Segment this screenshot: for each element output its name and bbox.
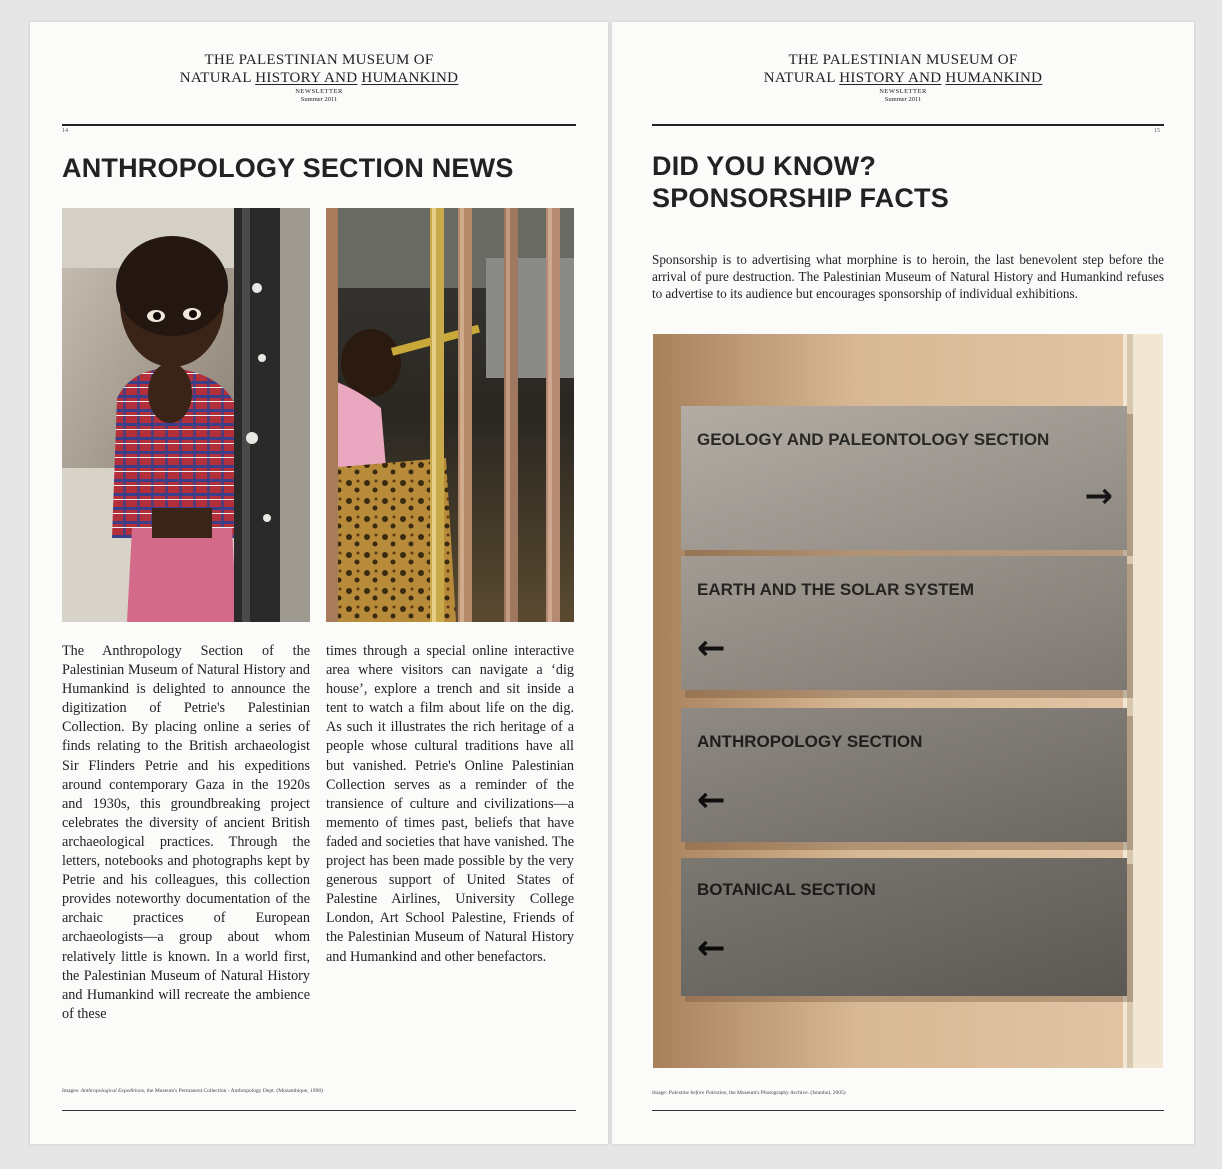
photo-museum-signs [653,334,1163,1068]
masthead-newsletter: NEWSLETTER [879,88,927,95]
photo-woman-behind-bars-image [326,208,574,622]
top-rule [62,124,576,126]
sign-botanical [681,858,1127,996]
arrow-right-icon: → [1084,476,1113,516]
masthead-newsletter: NEWSLETTER [295,88,343,95]
masthead [612,52,1194,104]
sign-geology [681,406,1127,550]
right-page [612,22,1194,1144]
page-title [652,150,949,214]
top-rule [652,124,1164,126]
photo-woman-behind-bars [326,208,574,622]
sign-earth-solar-system [681,556,1127,690]
masthead-line2: NATURAL HISTORY AND HUMANKIND [763,70,1043,86]
arrow-left-icon: ← [697,780,726,820]
sign-anthropology [681,708,1127,842]
article-column-1: The Anthropology Section of the Palestinian Museum of Natural History and Humankind is delighted to announce the digitization of Petrie's Palestinian Collection. By placing online a series of finds relating to the British archaeologist Sir Flinders Petrie and his expeditions around contemporary Gaza in the 1920s and 1930s, this groundbreaking project celebrates the diversity of ancient British archaeological practices. Through the letters, notebooks and photographs kept by Petrie and his colleagues, this collection provides noteworthy documentation of the archaic practices of European archaeologists—a group about whom relatively little is known. In a world first, the Palestinian Museum of Natural History and Humankind will recreate the ambience of these [62,643,310,1022]
sign-botanical-label: BOTANICAL SECTION [697,880,876,899]
page-number: 15 [1154,128,1160,134]
page-title-line2: SPONSORSHIP FACTS [652,183,949,213]
masthead-line2: NATURAL HISTORY AND HUMANKIND [179,70,459,86]
arrow-left-icon: ← [697,928,726,968]
sign-earth-solar-system-label: EARTH AND THE SOLAR SYSTEM [697,580,975,599]
page-title: ANTHROPOLOGY SECTION NEWS [62,153,514,183]
masthead-issue: Summer 2011 [884,96,922,103]
masthead [30,52,608,104]
page-title-line1: DID YOU KNOW? [652,151,877,181]
image-caption: Image: Palestine before Palestine, the Museum's Photography Archive. (Istanbul, 2005) [652,1090,846,1096]
masthead-line1: THE PALESTINIAN MUSEUM OF [788,52,1018,68]
left-page [30,22,608,1144]
arrow-left-icon: ← [697,628,726,668]
article-column-2: times through a special online interactive area where visitors can navigate a ‘dig house’, explore a trench and sit inside a tent to watch a film about life on the dig. As such it illustrates the rich heritage of a people whose cultural traditions have all but vanished. Petrie's Online Palestinian Collection serves as a reminder of the transience of culture and civilizations—a memento of times past, beliefs that have faded and societies that have vanished. The project has been made possible by the very generous support of United States of Palestine Airlines, University College London, Art School Palestine, Friends of the Palestinian Museum of Natural History and Humankind and other benefactors. [326,643,574,965]
page-number: 14 [62,128,68,134]
sign-geology-label: GEOLOGY AND PALEONTOLOGY SECTION [697,430,1050,449]
photo-child-by-pole [62,208,310,622]
bottom-rule [652,1110,1164,1111]
masthead-line1: THE PALESTINIAN MUSEUM OF [204,52,434,68]
photo-child-by-pole-image [62,208,310,622]
sign-anthropology-label: ANTHROPOLOGY SECTION [697,732,923,751]
image-caption: Images: Anthropological Expeditions, the Museum's Permanent Collection - Anthropology Dept. (Mozambique, 1998) [62,1088,323,1094]
masthead-issue: Summer 2011 [300,96,338,103]
sponsorship-intro: Sponsorship is to advertising what morphine is to heroin, the last benevolent step before the arrival of pure destruction. The Palestinian Museum of Natural History and Humankind refuses to advertise to its audience but encourages sponsorship of individual exhibitions. [652,252,1164,301]
bottom-rule [62,1110,576,1111]
